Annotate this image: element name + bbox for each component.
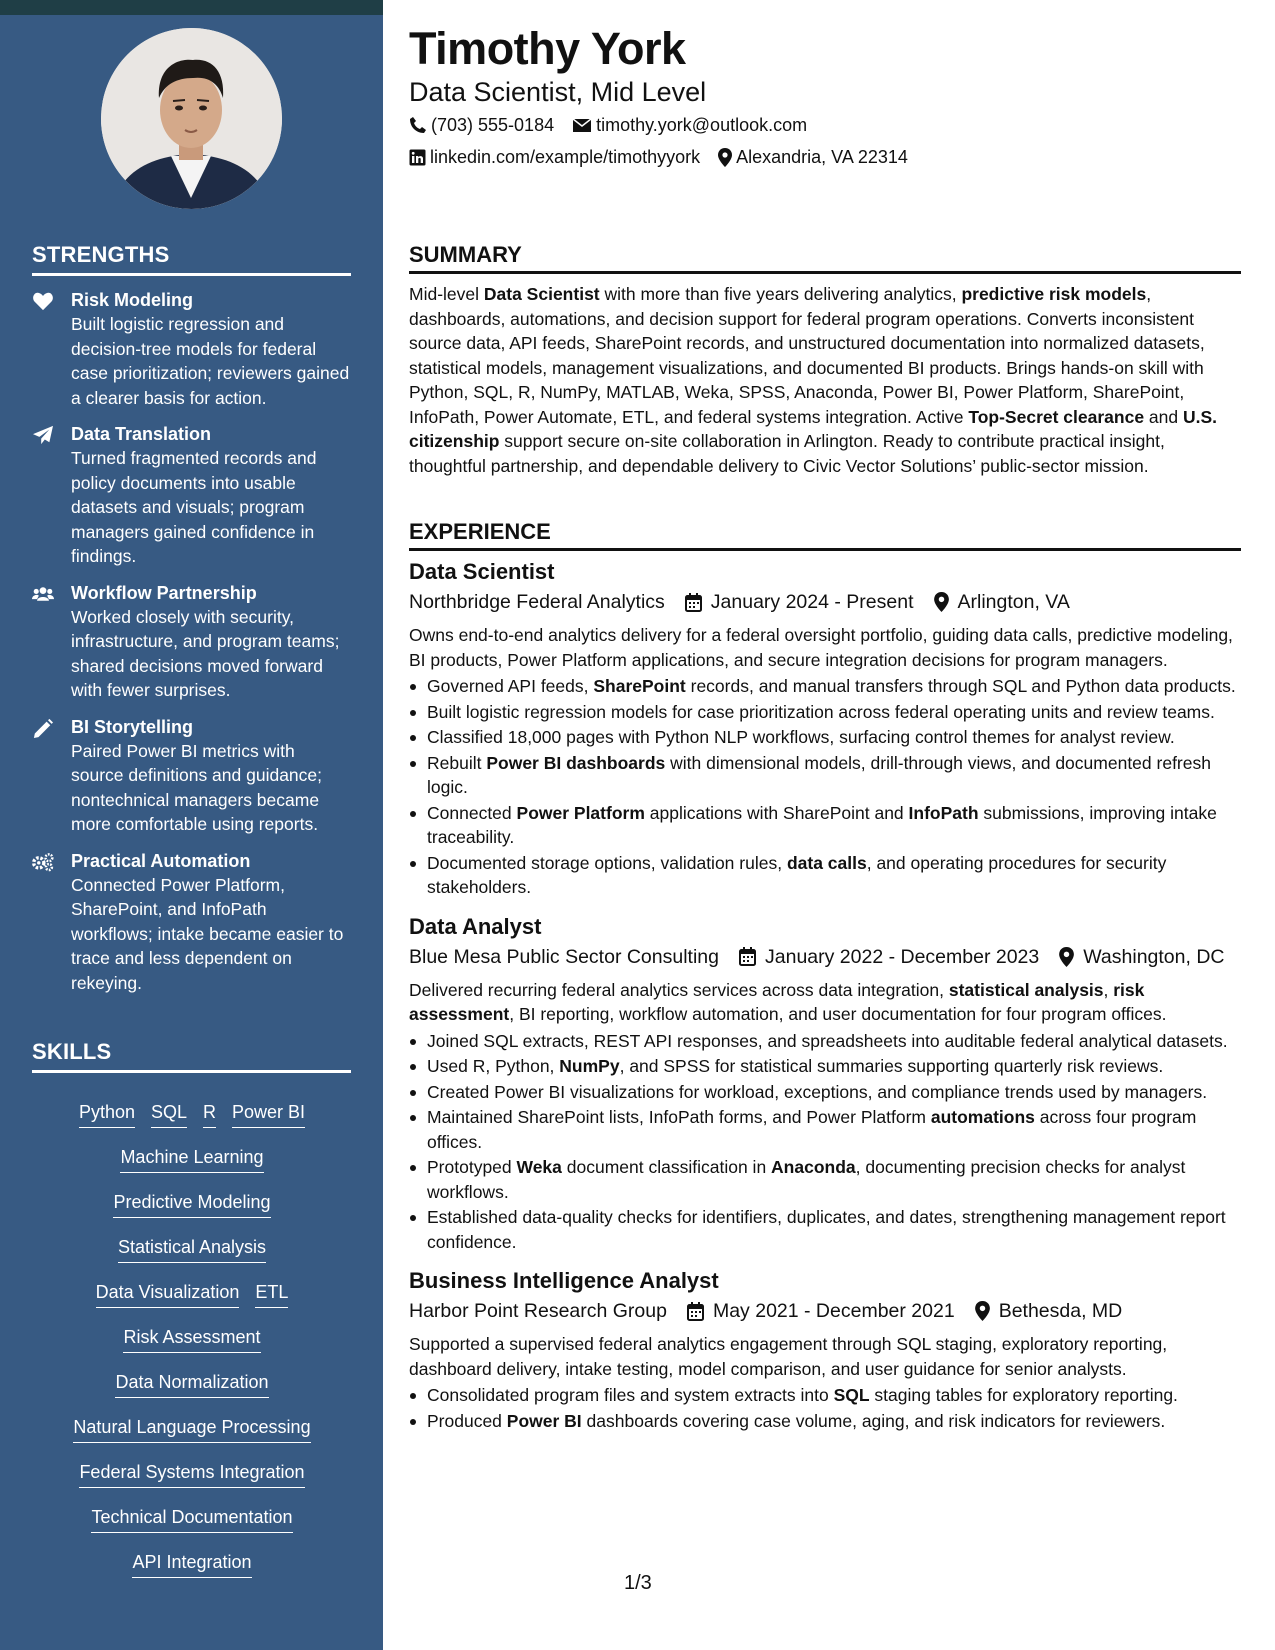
strength-item	[32, 849, 352, 996]
bullet-item: Established data-quality checks for identifiers, duplicates, and dates, strengthening management report confidence.	[409, 1205, 1241, 1254]
job-description: Supported a supervised federal analytics engagement through SQL staging, exploratory reporting, dashboard delivery, intake testing, model comparison, and user guidance for senior analysts.	[409, 1334, 1168, 1379]
bullet-item: Documented storage options, validation rules, data calls, and operating procedures for security stakeholders.	[409, 851, 1241, 900]
strength-item	[32, 715, 352, 837]
job-bullets	[409, 1383, 1241, 1433]
bullet-item: Joined SQL extracts, REST API responses, and spreadsheets into auditable federal analytical datasets.	[409, 1029, 1241, 1054]
job-description: Delivered recurring federal analytics services across data integration, statistical analysis, risk assessment, BI reporting, workflow automation, and user documentation for four program offices.	[409, 979, 1167, 1024]
skills-list	[32, 1100, 352, 1595]
job-dates: May 2021 - December 2021	[687, 1296, 955, 1326]
paper-plane-icon	[32, 425, 54, 445]
job-entry	[409, 1266, 1241, 1433]
bullet-item: Created Power BI visualizations for workload, exceptions, and compliance trends used by managers.	[409, 1080, 1241, 1105]
bullet-item: Built logistic regression models for case prioritization across federal operating units and review teams.	[409, 700, 1241, 725]
job-meta	[409, 587, 1241, 617]
strength-description: Built logistic regression and decision-tree models for federal case prioritization; reviewers gained a clearer basis for action.	[71, 314, 350, 408]
bullet-item: Governed API feeds, SharePoint records, and manual transfers through SQL and Python data products.	[409, 674, 1241, 699]
location-contact	[718, 145, 908, 169]
skill-tag: Machine Learning	[120, 1145, 263, 1173]
job-dates: January 2022 - December 2023	[739, 942, 1039, 972]
skill-tag: Risk Assessment	[123, 1325, 260, 1353]
candidate-title: Data Scientist, Mid Level	[409, 77, 707, 107]
linkedin-contact[interactable]	[409, 145, 700, 169]
strength-item	[32, 581, 352, 703]
skill-tag: Data Visualization	[96, 1280, 240, 1308]
skills-heading: SKILLS	[32, 1039, 351, 1073]
calendar-icon	[685, 593, 702, 612]
job-entry	[409, 912, 1241, 1255]
skill-tag: SQL	[151, 1100, 187, 1128]
job-dates: January 2024 - Present	[685, 587, 914, 617]
phone-text: (703) 555-0184	[431, 115, 555, 135]
skill-tag: Python	[79, 1100, 135, 1128]
phone-icon	[409, 116, 427, 134]
skill-tag: Predictive Modeling	[113, 1190, 270, 1218]
sidebar-top-band	[0, 0, 383, 15]
bullet-item: Produced Power BI dashboards covering case volume, aging, and risk indicators for reviewers.	[409, 1409, 1241, 1434]
candidate-name: Timothy York	[409, 23, 686, 74]
map-pin-icon	[975, 1301, 990, 1321]
summary-heading: SUMMARY	[409, 242, 1241, 274]
contact-row	[409, 113, 825, 137]
company-name: Harbor Point Research Group	[409, 1300, 667, 1322]
strength-title: Data Translation	[71, 424, 212, 444]
users-icon	[32, 584, 54, 604]
strength-description: Connected Power Platform, SharePoint, and InfoPath workflows; intake became easier to trace and less dependent on rekeying.	[71, 874, 344, 993]
linkedin-icon	[409, 149, 426, 166]
skill-tag: Federal Systems Integration	[79, 1460, 304, 1488]
strength-description: Worked closely with security, infrastructure, and program teams; shared decisions moved forward with fewer surprises.	[71, 606, 340, 700]
skill-tag: API Integration	[132, 1550, 251, 1578]
calendar-icon	[687, 1302, 704, 1321]
skill-tag: Natural Language Processing	[73, 1415, 310, 1443]
strength-title: Risk Modeling	[71, 290, 194, 310]
bullet-item: Classified 18,000 pages with Python NLP workflows, surfacing control themes for analyst review.	[409, 725, 1241, 750]
bullet-item: Rebuilt Power BI dashboards with dimensional models, drill-through views, and documented refresh logic.	[409, 751, 1241, 800]
map-pin-icon	[1059, 947, 1074, 967]
sidebar	[0, 15, 383, 1650]
contact-row	[409, 145, 926, 169]
strengths-list	[32, 288, 352, 1007]
strength-title: Workflow Partnership	[71, 582, 257, 603]
email-text[interactable]: timothy.york@outlook.com	[596, 115, 808, 135]
skill-tag: ETL	[255, 1280, 288, 1308]
job-meta	[409, 942, 1241, 972]
map-pin-icon	[934, 592, 949, 612]
job-entry	[409, 557, 1241, 900]
skill-tag: Data Normalization	[115, 1370, 268, 1398]
skill-tag: Statistical Analysis	[118, 1235, 266, 1263]
job-bullets	[409, 674, 1241, 900]
strength-title: BI Storytelling	[71, 716, 194, 737]
heart-icon	[32, 291, 54, 311]
skill-tag: Power BI	[232, 1100, 305, 1128]
map-pin-icon	[718, 148, 732, 167]
job-description: Owns end-to-end analytics delivery for a federal oversight portfolio, guiding data calls, predictive modeling, BI products, Power Platform applications, and secure integration decisions for program managers.	[409, 625, 1233, 670]
job-location: Bethesda, MD	[975, 1296, 1123, 1326]
pencil-icon	[32, 718, 54, 738]
email-contact[interactable]	[572, 113, 807, 137]
bullet-item: Maintained SharePoint lists, InfoPath forms, and Power Platform automations across four program offices.	[409, 1105, 1241, 1154]
job-location: Arlington, VA	[934, 587, 1070, 617]
strengths-heading: STRENGTHS	[32, 242, 351, 276]
job-bullets	[409, 1029, 1241, 1255]
strength-description: Paired Power BI metrics with source definitions and guidance; nontechnical managers became more comfortable using reports.	[71, 740, 323, 834]
strength-item	[32, 422, 352, 569]
strength-title: Practical Automation	[71, 850, 251, 871]
job-title: Business Intelligence Analyst	[409, 1268, 719, 1293]
profile-photo	[101, 28, 282, 209]
envelope-icon	[572, 117, 592, 133]
linkedin-text[interactable]: linkedin.com/example/timothyyork	[430, 147, 701, 167]
bullet-item: Connected Power Platform applications with SharePoint and InfoPath submissions, improving intake traceability.	[409, 801, 1241, 850]
skill-tag: R	[203, 1100, 216, 1128]
bullet-item: Consolidated program files and system extracts into SQL staging tables for exploratory reporting.	[409, 1383, 1241, 1408]
job-meta	[409, 1296, 1241, 1326]
page-number: 1/3	[624, 1572, 652, 1594]
job-title: Data Analyst	[409, 913, 542, 939]
strength-description: Turned fragmented records and policy documents into usable datasets and visuals; program managers gained confidence in findings.	[71, 448, 317, 566]
location-text: Alexandria, VA 22314	[736, 147, 908, 167]
company-name: Northbridge Federal Analytics	[409, 591, 665, 613]
bullet-item: Used R, Python, NumPy, and SPSS for statistical summaries supporting quarterly risk reviews.	[409, 1054, 1241, 1079]
skill-tag: Technical Documentation	[91, 1505, 292, 1533]
calendar-icon	[739, 947, 756, 966]
summary-text: Mid-level Data Scientist with more than five years delivering analytics, predictive risk models, dashboards, automations, and decision support for federal program operations. Converts inconsistent source data, API feeds, SharePoint records, and unstructured documentation into normalized datasets, statistical models, management visualizations, and documented BI products. Brings hands-on skill with Python, SQL, R, NumPy, MATLAB, Weka, SPSS, Anaconda, Power BI, Power Platform, SharePoint, InfoPath, Power Automate, ETL, and federal systems integration. Active Top-Secret clearance and U.S. citizenship support secure on-site collaboration in Arlington. Ready to contribute practical insight, thoughtful partnership, and dependable delivery to Civic Vector Solutions’ public-sector mission.	[409, 284, 1218, 476]
strength-item	[32, 288, 352, 410]
company-name: Blue Mesa Public Sector Consulting	[409, 945, 719, 968]
experience-heading: EXPERIENCE	[409, 519, 1241, 551]
job-title: Data Scientist	[409, 559, 555, 584]
phone-contact	[409, 113, 554, 137]
gears-icon	[32, 852, 54, 872]
job-location: Washington, DC	[1059, 942, 1224, 972]
experience-list	[409, 557, 1241, 1445]
resume-main	[409, 0, 1241, 1650]
bullet-item: Prototyped Weka document classification in Anaconda, documenting precision checks for analyst workflows.	[409, 1155, 1241, 1204]
